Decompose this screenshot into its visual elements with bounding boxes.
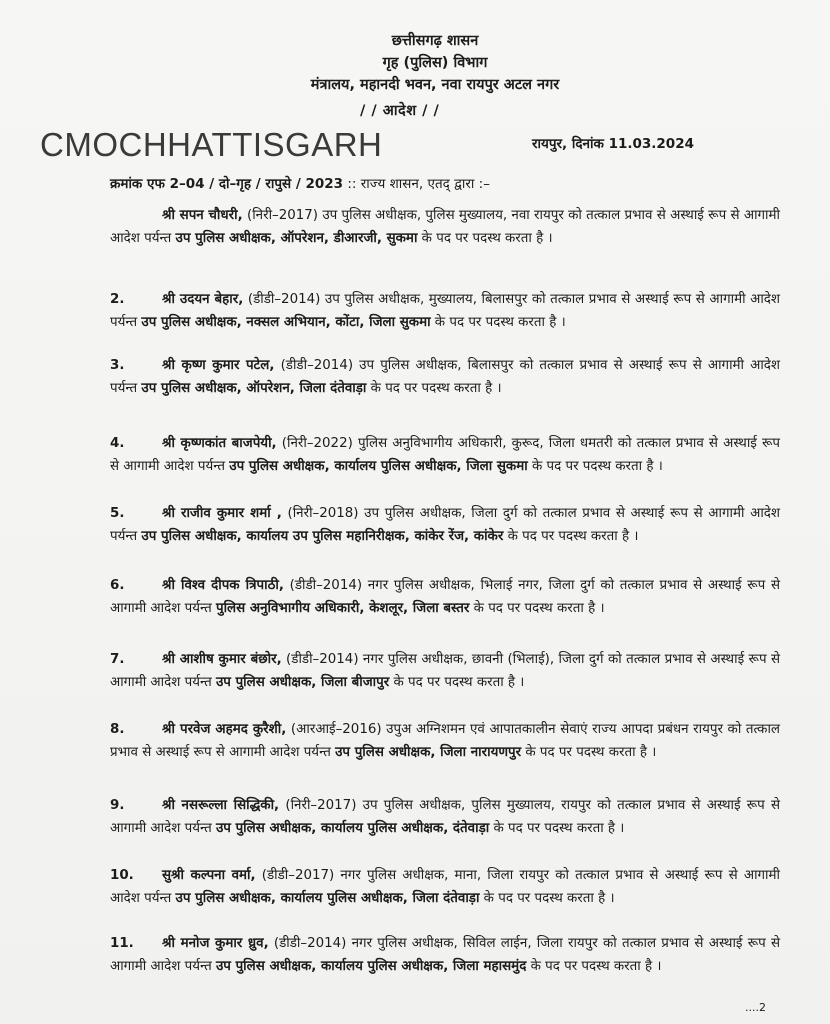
posting: उप पुलिस अधीक्षक, कार्यालय पुलिस अधीक्षक, जिला सुकमा [229,459,528,474]
item-number: 2. [110,292,125,307]
item-number: 11. [110,936,134,951]
officer-name: श्री राजीव कुमार शर्मा , [162,506,282,521]
item-tail: के पद पर पदस्थ करता है । [469,601,605,616]
item-number: 5. [110,506,125,521]
letterhead [0,30,830,96]
order-item [110,718,780,764]
order-item [110,204,780,250]
officer-name: श्री परवेज अहमद कुरैशी, [162,722,287,737]
reference-line [110,174,490,192]
item-text: (आरआई–2016) उपुअ अग्निशमन एवं आपातकालीन सेवाएं राज्य आपदा प्रबंधन रायपुर को तत्काल प्रभाव से अस्थाई रूप से आगामी आदेश पर्यन्त [110,722,780,760]
item-text: (निरी–2017) उप पुलिस अधीक्षक, पुलिस मुख्यालय, रायपुर को तत्काल प्रभाव से अस्थाई रूप से आगामी आदेश पर्यन्त [110,798,780,836]
order-item [110,574,780,620]
officer-name: श्री सपन चौधरी, [162,208,243,223]
officer-name: श्री नसरूल्ला सिद्धिकी, [162,798,280,813]
officer-name: श्री कृष्ण कुमार पटेल, [162,358,275,373]
order-item [110,648,780,694]
item-number: 8. [110,722,125,737]
reference-number: क्रमांक एफ 2–04 / दो–गृह / रापुसे / 2023 [110,176,344,192]
officer-name: श्री विश्व दीपक त्रिपाठी, [162,578,284,593]
item-number: 9. [110,798,125,813]
item-tail: के पद पर पदस्थ करता है । [417,231,553,246]
department-name: गृह (पुलिस) विभाग [382,55,488,71]
posting: उप पुलिस अधीक्षक, कार्यालय उप पुलिस महानिरीक्षक, कांकेर रेंज, कांकेर [141,529,504,544]
reference-preamble: :: राज्य शासन, एतद् द्वारा :– [343,176,490,192]
order-item [110,932,780,978]
item-text: (डीडी–2014) नगर पुलिस अधीक्षक, भिलाई नगर, जिला दुर्ग को तत्काल प्रभाव से अस्थाई रूप से आगामी आदेश पर्यन्त [110,578,780,616]
order-item [110,432,780,478]
order-item [110,864,780,910]
date-line: रायपुर, दिनांक 11.03.2024 [532,136,694,152]
office-address: मंत्रालय, महानदी भवन, नवा रायपुर अटल नगर [310,77,560,93]
posting: उप पुलिस अधीक्षक, कार्यालय पुलिस अधीक्षक, जिला महासमुंद [215,959,527,974]
posting: उप पुलिस अधीक्षक, ऑपरेशन, जिला दंतेवाड़ा [141,381,367,396]
item-text: (डीडी–2014) नगर पुलिस अधीक्षक, सिविल लाईन, जिला रायपुर को तत्काल प्रभाव से अस्थाई रूप से आगामी आदेश पर्यन्त [110,936,780,974]
item-text: (डीडी–2017) नगर पुलिस अधीक्षक, माना, जिला रायपुर को तत्काल प्रभाव से अस्थाई रूप से आगामी आदेश पर्यन्त [110,868,780,906]
order-item [110,502,780,548]
item-text: (निरी–2017) उप पुलिस अधीक्षक, पुलिस मुख्यालय, नवा रायपुर को तत्काल प्रभाव से अस्थाई रूप से आगामी आदेश पर्यन्त [110,208,780,246]
officer-name: श्री उदयन बेहार, [162,292,244,307]
item-text: (डीडी–2014) उप पुलिस अधीक्षक, बिलासपुर को तत्काल प्रभाव से अस्थाई रूप से आगामी आदेश पर्यन्त [110,358,781,396]
officer-name: श्री आशीष कुमार बंछोर, [162,652,282,667]
government-name: छत्तीसगढ़ शासन [391,33,479,49]
order-title: / / आदेश / / [360,103,440,119]
item-text: (डीडी–2014) उप पुलिस अधीक्षक, मुख्यालय, बिलासपुर को तत्काल प्रभाव से अस्थाई रूप से आगामी आदेश पर्यन्त [110,292,780,330]
order-item [110,354,780,400]
posting: उप पुलिस अधीक्षक, जिला नारायणपुर [335,745,522,760]
officer-name: श्री मनोज कुमार ध्रुव, [162,936,269,951]
item-tail: के पद पर पदस्थ करता है । [389,675,525,690]
item-number: 7. [110,652,125,667]
item-tail: के पद पर पदस्थ करता है । [430,315,566,330]
item-tail: के पद पर पदस्थ करता है । [503,529,639,544]
posting: उप पुलिस अधीक्षक, कार्यालय पुलिस अधीक्षक, जिला दंतेवाड़ा [175,891,480,906]
officer-name: सुश्री कल्पना वर्मा, [162,868,256,883]
posting: पुलिस अनुविभागीय अधिकारी, केशलूर, जिला बस्तर [215,601,470,616]
posting: उप पुलिस अधीक्षक, ऑपरेशन, डीआरजी, सुकमा [175,231,418,246]
item-tail: के पद पर पदस्थ करता है । [489,821,625,836]
item-number: 4. [110,436,125,451]
item-number: 3. [110,358,125,373]
officer-name: श्री कृष्णकांत बाजपेयी, [162,436,277,451]
item-tail: के पद पर पदस्थ करता है । [366,381,502,396]
order-item [110,794,780,840]
order-item [110,288,780,334]
item-tail: के पद पर पदस्थ करता है । [526,959,662,974]
item-number: 10. [110,868,134,883]
item-text: (डीडी–2014) नगर पुलिस अधीक्षक, छावनी (भिलाई), जिला दुर्ग को तत्काल प्रभाव से अस्थाई रूप से आगामी आदेश पर्यन्त [110,652,780,690]
posting: उप पुलिस अधीक्षक, नक्सल अभियान, कोंटा, जिला सुकमा [141,315,431,330]
item-text: (निरी–2022) पुलिस अनुविभागीय अधिकारी, कुरूद, जिला धमतरी को तत्काल प्रभाव से अस्थाई रूप से आगामी आदेश पर्यन्त [110,436,780,474]
item-number: 6. [110,578,125,593]
item-tail: के पद पर पदस्थ करता है । [521,745,657,760]
page-continuation-marker: ....2 [745,1001,766,1014]
posting: उप पुलिस अधीक्षक, जिला बीजापुर [215,675,390,690]
item-text: (निरी–2018) उप पुलिस अधीक्षक, जिला दुर्ग को तत्काल प्रभाव से अस्थाई रूप से आगामी आदेश पर्यन्त [110,506,781,544]
posting: उप पुलिस अधीक्षक, कार्यालय पुलिस अधीक्षक, दंतेवाड़ा [215,821,490,836]
watermark-text: CMOCHHATTISGARH [40,126,383,163]
item-tail: के पद पर पदस्थ करता है । [479,891,615,906]
item-tail: के पद पर पदस्थ करता है । [527,459,663,474]
